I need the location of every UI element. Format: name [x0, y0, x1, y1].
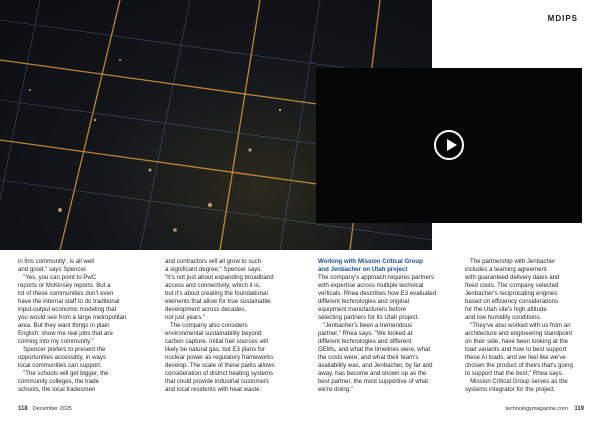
- play-icon[interactable]: [434, 130, 464, 160]
- text-column-2: and contractors will all grow to such a significant degree," Spencer says. "It's not just about expanding broadband access and connectivity, which it is, but it's about creating the foundational elements that allow for true sustainable development across decades, not just years." The company also considers environmental sustainability beyond carbon capture. Initial fuel sources will likely be natural gas, but E3 plans for nuclear power as regulatory frameworks develop. The scale of these parks allows consideration of district heating systems that could provide industrial customers and local residents with heat waste.: [165, 258, 275, 393]
- website[interactable]: technologymagazine.com: [505, 406, 568, 412]
- footer-right: [505, 406, 584, 412]
- text-column-3: Working with Mission Critical Group and Jenbacher on Utah project The company's approach requires partners with expertise across multiple technical verticals. Rhea describes how E3 evaluated different technologies and original equipment manufacturers before selecting partners for its Utah project. "Jenbacher's been a tremendous partner," Rhea says. "We looked at different technologies and different OEMs, and what the timelines were, what the costs were, and what their team's availability was, and Jenbacher, by far and away, has become and shown up as the best partner, the most supportive of what we're doing.": [318, 258, 448, 394]
- page-number-left: 118: [18, 406, 28, 412]
- text-column-4: The partnership with Jenbacher includes a teaming agreement with guaranteed delivery dates and fixed costs. The company selected Jenbacher's reciprocating engines based on efficiency considerations for the Utah site's high altitude and low humidity conditions. "They've also worked with us from an architecture and engineering standpoint on their side, have been looking at the load variants and how to best support these AI loads, and we feel like we've chosen the product of theirs that's going to support that the best," Rhea says. Mission Critical Group serves as the systems integrator for the project.: [465, 258, 573, 393]
- section-heading: Working with Mission Critical Group: [318, 258, 423, 265]
- page-number-right: 119: [574, 406, 584, 412]
- issue-date: December 2025: [32, 406, 72, 412]
- text-column-1: in this community', is all well and good," says Spencer. "Yes, you can point to PwC reports or McKinsey reports. But a lot of these communities don't even have the internal staff to do traditional input-output economic modeling that you would see from a large metropolitan area. But they want things in plain English: show me real jobs that are coming into my community." Spencer prefers to present the opportunities accessibly, in ways local communities can support. "The schools will get bigger, the community colleges, the trade schools, the local tradesmen: [18, 258, 127, 393]
- brand-label: MDIPS: [547, 14, 578, 23]
- footer-left: [18, 406, 72, 412]
